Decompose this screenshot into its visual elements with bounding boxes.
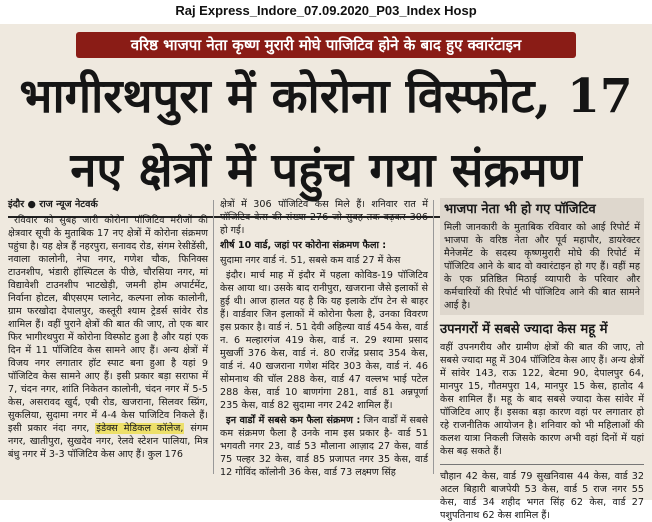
sidebar-box-title: भाजपा नेता भी हो गए पॉजिटिव	[444, 202, 596, 217]
dateline: इंदौर ● राज न्यूज नेटवर्क	[8, 199, 98, 210]
article-column-2	[220, 198, 428, 478]
suburb-section-text: वहीं उपनगरीय और ग्रामीण क्षेत्रों की बात की जाए, तो सबसे ज्यादा महू में 304 पॉजिटिव केस आए हैं। अन्य क्षेत्रों में सांवेर 143, राऊ 122, बेटमा 90, देपालपुर 64, मानपुर 15, गौतमपुरा 14, मानपुर 15 केस, हातोद 4 केस शामिल हैं। महू के बाद सबसे ज्यादा केस सांवेर में पॉजिटिव आए हैं। इसका बड़ा कारण वहां पर लगातार हो रहे राजनीतिक आयोजन है। शनिवार को भी महिलाओं की कलश यात्रा निकली जिसके कारण अभी वहां दिनों में यहां केस बढ़ सकते हैं।	[440, 342, 644, 457]
suburb-section-title: उपनगरों में सबसे ज्यादा केस महू में	[440, 322, 608, 337]
column-separator-2	[433, 200, 434, 474]
highlighted-phrase: इंडेक्स मेडिकल कॉलेज,	[96, 423, 184, 434]
sidebar-box-text: मिली जानकारी के मुताबिक रविवार को आई रिपोर्ट में भाजपा के वरिष्ठ नेता और पूर्व महापौर, डायरेक्टर मैनेजमेंट के सदस्य कृष्णमुरारी मोघे की रिपोर्ट में पॉजिटिव आने के बाद वो क्वारंटाइन हो गए हैं। वहीं मह के एक प्रतिष्ठित मिठाई व्यापारी के परिवार और कर्मचारियों की रिपोर्ट भी पॉजिटिव आने की बात सामने आई है।	[444, 222, 640, 311]
article-column-3	[440, 198, 644, 521]
column-3-divider	[440, 464, 644, 465]
column-2-body-2	[220, 414, 428, 479]
sidebar-box	[440, 198, 644, 315]
subhead-top-wards: शीर्ष 10 वार्ड, जहां पर कोरोना संक्रमण फैला :	[220, 240, 387, 251]
column-1-text: रविवार को सुबह जारी कोरोना पॉजिटिव मरीजों की क्षेत्रवार सूची के मुताबिक 17 नए क्षेत्रों में कोरोना संक्रमण पहुंचा है। यह क्षेत्र हैं नहरपुरा, सनावद रोड, संगम रेसीडेंसी, नवाला कालोनी, नेपा नगर, गणेश चौक, फिनिक्स टाउनशीप, भंडारी हॉस्पिटल के पीछे, चौरसिया नगर, मां विद्यावेशी टाउनशीप भाटखेड़ी, जमनी होम अपार्टमेंट, निर्वाना होटल, बीएसएम प्लानेट, कल्पना लोक कालोनी, ग्राम फरखोदा देपालपुर, कस्तूरी श्याम ट्रेडर्स सांवेर रोड शामिल हैं। वहीं पुराने क्षेत्रों की बात की जाए, तो एक बार फिर भागीरथपुरा में कोरोना विस्फोट हुआ है और यहां एक दिन में 11 पॉजिटिव केस सामने आए हैं। अन्य क्षेत्रों में विजय नगर लगातार हॉट स्पाट बना हुआ है यहां 9 पॉजिटिव केस सामने आए हैं। इसी प्रकार बड़ा सराफा में 7, चंदन नगर, शांति निकेतन कालोनी, चंदन नगर में 5-5 केस, असरावद खुर्द, एबी रोड, खजराना, सिलवर स्प्रिंग, सुकलिया, सुदामा नगर में 4-4 केस पाजिटिव निकले हैं। इसी प्रकार नंदा नगर,	[8, 215, 208, 434]
column-2-body: इंदौर। मार्च माह में इंदौर में पहला कोविड-19 पॉजिटिव केस आया था। उसके बाद रानीपुरा, खजराना जैसे इलाकों से हुई थी। आज हालत यह है कि यह इलाके टॉप टेन से बाहर हैं। वार्डवार जिन इलाकों में कोरोना फैला है, उनका विवरण इस प्रकार है। वार्ड नं. 51 देवी अहिल्या वार्ड 454 केस, वार्ड न. 6 मल्हारगंज 419 केस, वार्ड न. 29 श्यामा प्रसाद मुखर्जी 376 केस, वार्ड नं. 80 राजेंद्र प्रसाद 354 केस, वार्ड नं. 40 खजराना गणेश मंदिर 303 केस, वार्ड नं. 46 सोमनाथ की चॉल 288 केस, वार्ड 47 वल्लभ भाई पटेल 288 केस, वार्ड 10 बाणगंगा 281, वार्ड 81 अन्नपूर्णा 235 केस, वार्ड 82 सुदामा नगर 242 शामिल हैं।	[220, 270, 428, 411]
column-1-paragraph	[8, 214, 208, 461]
column-2-intro: क्षेत्रों में 306 पॉजिटिव केस मिले हैं। शनिवार रात में पॉजिटिव केस की संख्या 276 जो सुबह तक बढ़कर 306 हो गई।	[220, 199, 428, 236]
kicker-banner: वरिष्ठ भाजपा नेता कृष्ण मुरारी मोघे पाजिटिव होने के बाद हुए क्वारंटाइन	[76, 32, 576, 58]
article-column-1	[8, 198, 208, 474]
subhead-low-wards: इन वार्डों में सबसे कम फैला संक्रमण :	[226, 415, 361, 426]
headline-line-2: नए क्षेत्रों में पहुंच गया संक्रमण	[70, 143, 582, 198]
column-1-text-end: संगम नगर, खातीपुरा, सुखदेव नगर, रेलवे स्टेशन पालिया, मित्र बंधु नगर में 3-3 पॉजिटिव केस आए हैं। कुल 176	[8, 423, 209, 460]
column-separator-1	[213, 200, 214, 474]
headline-line-1: भागीरथपुरा में कोरोना विस्फोट, 17	[19, 69, 633, 124]
column-2-line: सुदामा नगर वार्ड नं. 51, सबसे कम वार्ड 27 में केस	[220, 255, 401, 266]
column-2-low-wards-text: जिन वार्डों में सबसे कम संक्रमण फैला है उनके नाम इस प्रकार है- वार्ड 51 भगवती नगर 23, वार्ड 53 मौलाना आज़ाद 27 केस, वार्ड 75 पल्हर 32 केस, वार्ड 85 प्रजापत नगर 35 केस, वार्ड 12 गोविंद कॉलोनी 36 केस, वार्ड 73 लक्ष्मण सिंह	[220, 415, 428, 478]
column-3-tail-text: चौहान 42 केस, वार्ड 79 सुखनिवास 44 केस, वार्ड 32 अटल बिहारी बाजपेयी 53 केस, वार्ड 5 राज नगर 55 केस, वार्ड 34 शहीद भगत सिंह 62 केस, वार्ड 27 पशुपतिनाथ 62 केस शामिल हैं।	[440, 471, 644, 521]
page-caption: Raj Express_Indore_07.09.2020_P03_Index Hosp	[175, 3, 477, 18]
newspaper-clipping	[0, 24, 652, 521]
